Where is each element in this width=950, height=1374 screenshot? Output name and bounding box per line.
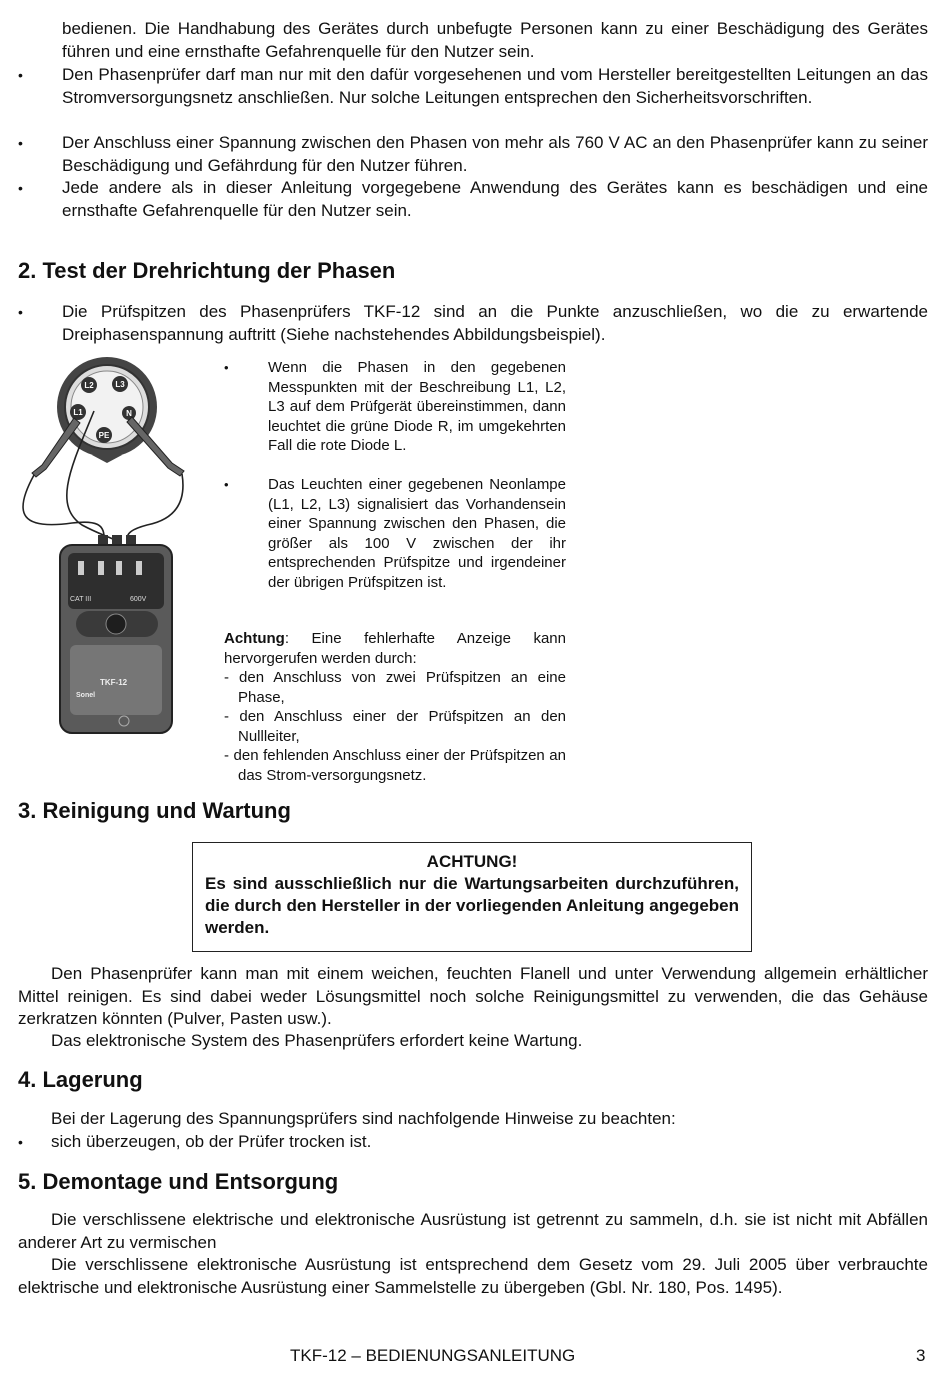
warning-box bbox=[192, 842, 752, 952]
footer-title: TKF-12 – BEDIENUNGSANLEITUNG bbox=[290, 1346, 576, 1365]
bullet-item: • Jede andere als in dieser Anleitung vorgegebene Anwendung des Gerätes kann es beschädigen und eine ernsthafte Gefahrenquelle für den Nutzer sein. bbox=[18, 177, 928, 222]
page-number: 3 bbox=[916, 1346, 926, 1365]
svg-text:CAT III: CAT III bbox=[70, 596, 92, 603]
bullet-text: Der Anschluss einer Spannung zwischen den Phasen von mehr als 760 V AC an den Phasenprüfer kann zu seiner Beschädigung und Gefährdung für den Nutzer führen. bbox=[62, 133, 928, 175]
section-heading: 3. Reinigung und Wartung bbox=[18, 798, 291, 823]
svg-text:TKF-12: TKF-12 bbox=[100, 678, 128, 687]
svg-text:N: N bbox=[126, 409, 132, 418]
side-bullet-text: Das Leuchten einer gegebenen Neonlampe (L1, L2, L3) signalisiert das Vorhandensein einer Spannung zwischen den Phasen, die größer als 100 V zwischen der ihr entsprechenden Prüfspitze und irgendeiner der übrigen Prüfspitzen ist. bbox=[268, 476, 566, 591]
warning-title: ACHTUNG! bbox=[426, 852, 518, 871]
svg-text:L3: L3 bbox=[115, 380, 125, 389]
achtung-item: - den Anschluss einer der Prüfspitzen an den Nullleiter, bbox=[224, 708, 566, 745]
disposal-paragraph: Die verschlissene elektrische und elektronische Ausrüstung ist getrennt zu sammeln, d.h. sie ist nicht mit Abfällen anderer Art zu vermischen bbox=[18, 1210, 928, 1252]
disposal-law-paragraph: Die verschlissene elektronische Ausrüstung ist entsprechend dem Gesetz vom 29. Juli 2005 über verbrauchte elektrische und elektronische Ausrüstung einer Sammelstelle zu übergeben (Gbl. Nr. 180, Pos. 1495). bbox=[18, 1255, 928, 1297]
bullet-text: Die Prüfspitzen des Phasenprüfers TKF-12 sind an die Punkte anzuschließen, wo die zu erwartende Dreiphasenspannung auftritt (Siehe nachstehendes Abbildungsbeispiel). bbox=[62, 302, 928, 344]
side-bullet-item: • Das Leuchten einer gegebenen Neonlampe (L1, L2, L3) signalisiert das Vorhandensein einer Spannung zwischen den Phasen, die größer als 100 V zwischen der ihr entsprechenden Prüfspitze und irgendeiner der übrigen Prüfspitzen ist. bbox=[224, 476, 566, 591]
bullet-item: • Den Phasenprüfer darf man nur mit den dafür vorgesehenen und vom Hersteller bereitgestellten Leitungen an das Stromversorgungsnetz anschließen. Nur solche Leitungen entsprechen den Sicherheitsvorschriften. bbox=[18, 64, 928, 109]
section-heading: 2. Test der Drehrichtung der Phasen bbox=[18, 258, 396, 283]
achtung-item: - den fehlenden Anschluss einer der Prüfspitzen an das Strom-versorgungsnetz. bbox=[224, 747, 566, 784]
cleaning-paragraph: Den Phasenprüfer kann man mit einem weichen, feuchten Flanell und unter Verwendung allgemein erhältlicher Mittel reinigen. Es sind dabei weder Lösungsmittel noch solche Reinigungsmittel zu verwenden, die das Gehäuse zerkratzen könnten (Pulver, Pasten usw.). bbox=[18, 964, 928, 1028]
side-bullet-item: • Wenn die Phasen in den gegebenen Messpunkten mit der Beschreibung L1, L2, L3 auf dem Prüfgerät übereinstimmen, dann leuchtet die grüne Diode R, im umgekehrten Fall die rote Diode L. bbox=[224, 359, 566, 454]
svg-text:L2: L2 bbox=[84, 381, 94, 390]
bullet-text: Jede andere als in dieser Anleitung vorgegebene Anwendung des Gerätes kann es beschädigen und eine ernsthafte Gefahrenquelle für den Nutzer sein. bbox=[62, 178, 928, 220]
bullet-text: sich überzeugen, ob der Prüfer trocken ist. bbox=[51, 1132, 372, 1151]
achtung-item: - den Anschluss von zwei Prüfspitzen an eine Phase, bbox=[224, 669, 566, 706]
svg-text:PE: PE bbox=[98, 431, 110, 440]
section-heading: 4. Lagerung bbox=[18, 1067, 143, 1092]
achtung-text: : Eine fehlerhafte Anzeige kann hervorgerufen werden durch: bbox=[224, 630, 566, 667]
svg-text:600V: 600V bbox=[130, 596, 147, 603]
bullet-item: • sich überzeugen, ob der Prüfer trocken ist. bbox=[18, 1131, 928, 1154]
bullet-item: • Der Anschluss einer Spannung zwischen den Phasen von mehr als 760 V AC an den Phasenprüfer kann zu seiner Beschädigung und Gefährdung für den Nutzer führen. bbox=[18, 132, 928, 177]
bullet-text: Den Phasenprüfer darf man nur mit den dafür vorgesehenen und vom Hersteller bereitgestellten Leitungen an das Stromversorgungsnetz anschließen. Nur solche Leitungen entsprechen den Sicherheitsvorschriften. bbox=[62, 65, 928, 107]
side-bullet-text: Wenn die Phasen in den gegebenen Messpunkten mit der Beschreibung L1, L2, L3 auf dem Prüfgerät übereinstimmen, dann leuchtet die grüne Diode R, im umgekehrten Fall die rote Diode L. bbox=[268, 359, 566, 454]
section-heading: 5. Demontage und Entsorgung bbox=[18, 1169, 339, 1194]
phase-tester-illustration bbox=[12, 355, 212, 740]
svg-text:Sonel: Sonel bbox=[76, 692, 96, 699]
warning-text: Es sind ausschließlich nur die Wartungsarbeiten durchzuführen, die durch den Hersteller in der vorliegenden Anleitung angegeben werden. bbox=[205, 874, 739, 937]
maintenance-paragraph: Das elektronische System des Phasenprüfers erfordert keine Wartung. bbox=[51, 1031, 583, 1050]
svg-text:L1: L1 bbox=[73, 408, 83, 417]
achtung-label: Achtung bbox=[224, 630, 285, 647]
bullet-item: • Die Prüfspitzen des Phasenprüfers TKF-12 sind an die Punkte anzuschließen, wo die zu erwartende Dreiphasenspannung auftritt (Siehe nachstehendes Abbildungsbeispiel). bbox=[18, 301, 928, 346]
intro-paragraph: bedienen. Die Handhabung des Gerätes durch unbefugte Personen kann zu einer Beschädigung des Gerätes führen und eine ernsthafte Gefahrenquelle für den Nutzer sein. bbox=[62, 19, 928, 61]
storage-paragraph: Bei der Lagerung des Spannungsprüfers sind nachfolgende Hinweise zu beachten: bbox=[51, 1109, 676, 1128]
achtung-note bbox=[224, 629, 566, 785]
